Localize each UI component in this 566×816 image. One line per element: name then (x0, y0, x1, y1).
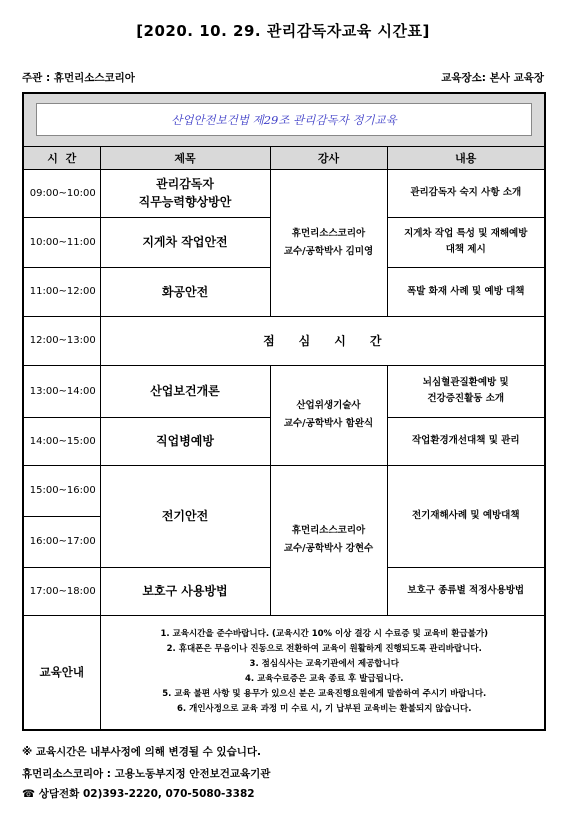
guide-item: 2. 휴대폰은 무음이나 진동으로 전환하여 교육이 원활하게 진행되도록 관리바랍니다. (166, 644, 482, 655)
time-cell: 09:00~10:00 (23, 169, 100, 217)
subject-cell: 보호구 사용방법 (100, 567, 270, 615)
banner-row (23, 93, 545, 146)
host-venue-line (22, 70, 544, 85)
guide-item: 1. 교육시간을 준수바랍니다. (교육시간 10% 이상 결강 시 수료증 및 교육비 환급불가) (160, 629, 489, 640)
schedule-change-note: ※ 교육시간은 내부사정에 의해 변경될 수 있습니다. (22, 746, 261, 758)
content-cell: 관리감독자 숙지 사항 소개 (387, 169, 545, 217)
content-cell: 전기재해사례 및 예방대책 (387, 465, 545, 567)
subject-cell: 산업보건개론 (100, 365, 270, 417)
lecturer-org: 휴먼리소스코리아 (291, 525, 366, 536)
content-cell: 보호구 종류별 적정사용방법 (387, 567, 545, 615)
subject-cell: 지게차 작업안전 (100, 217, 270, 267)
content-line: 지게차 작업 특성 및 재해예방 (404, 228, 528, 239)
subject-cell: 화공안전 (100, 267, 270, 316)
subject-cell (100, 169, 270, 217)
guide-row (23, 615, 545, 730)
lunch-cell: 점심시간 (100, 316, 545, 365)
header-content: 내용 (387, 146, 545, 169)
guide-body (100, 615, 545, 730)
time-cell: 15:00~16:00 (23, 465, 100, 516)
table-row (23, 365, 545, 417)
lecturer-name: 교수/공학박사 함완식 (283, 418, 374, 429)
table-row (23, 465, 545, 516)
subject-cell: 직업병예방 (100, 417, 270, 465)
content-cell: 작업환경개선대책 및 관리 (387, 417, 545, 465)
header-row (23, 146, 545, 169)
subject-line: 관리감독자 (156, 177, 214, 191)
time-cell: 12:00~13:00 (23, 316, 100, 365)
content-cell (387, 365, 545, 417)
header-subject: 제목 (100, 146, 270, 169)
header-time: 시 간 (23, 146, 100, 169)
content-line: 뇌심혈관질환예방 및 (422, 377, 509, 388)
course-banner: 산업안전보건법 제29조 관리감독자 정기교육 (36, 103, 532, 136)
time-cell: 11:00~12:00 (23, 267, 100, 316)
schedule-table (22, 92, 546, 731)
header-lecturer: 강사 (270, 146, 387, 169)
host-label: 주관 : 휴먼리소스코리아 (22, 72, 135, 84)
lecturer-cell (270, 169, 387, 316)
guide-item: 3. 점심식사는 교육기관에서 제공합니다 (249, 659, 399, 670)
content-cell (387, 217, 545, 267)
guide-list (111, 627, 539, 717)
content-line: 건강증진활동 소개 (427, 393, 505, 404)
lecturer-name: 교수/공학박사 김미영 (283, 245, 374, 257)
organization-line: 휴먼리소스코리아 : 고용노동부지정 안전보건교육기관 (22, 768, 271, 780)
time-cell: 17:00~18:00 (23, 567, 100, 615)
venue-label: 교육장소: 본사 교육장 (441, 72, 544, 84)
subject-cell: 전기안전 (100, 465, 270, 567)
guide-item: 5. 교육 불편 사항 및 용무가 있으신 분은 교육진행요원에게 말씀하여 주시기 바랍니다. (162, 689, 487, 700)
guide-label: 교육안내 (23, 615, 100, 730)
content-cell: 폭발 화재 사례 및 예방 대책 (387, 267, 545, 316)
guide-item: 4. 교육수료증은 교육 종료 후 발급됩니다. (244, 674, 404, 685)
time-cell: 16:00~17:00 (23, 516, 100, 567)
lecturer-name: 교수/공학박사 강현수 (283, 543, 374, 554)
subject-line: 직무능력향상방안 (138, 195, 232, 209)
lecturer-org: 산업위생기술사 (296, 400, 361, 411)
time-cell: 10:00~11:00 (23, 217, 100, 267)
lecturer-cell (270, 465, 387, 615)
page-title: [2020. 10. 29. 관리감독자교육 시간표] (136, 22, 430, 40)
phone-line: ☎ 상담전화 02)393-2220, 070-5080-3382 (22, 788, 255, 800)
lecturer-org: 휴먼리소스코리아 (291, 227, 366, 239)
table-row (23, 169, 545, 217)
lecturer-cell (270, 365, 387, 465)
table-row (23, 316, 545, 365)
guide-item: 6. 개인사정으로 교육 과정 미 수료 시, 기 납부된 교육비는 환불되지 않습니다. (177, 704, 472, 715)
time-cell: 14:00~15:00 (23, 417, 100, 465)
content-line: 대책 제시 (445, 244, 486, 255)
time-cell: 13:00~14:00 (23, 365, 100, 417)
